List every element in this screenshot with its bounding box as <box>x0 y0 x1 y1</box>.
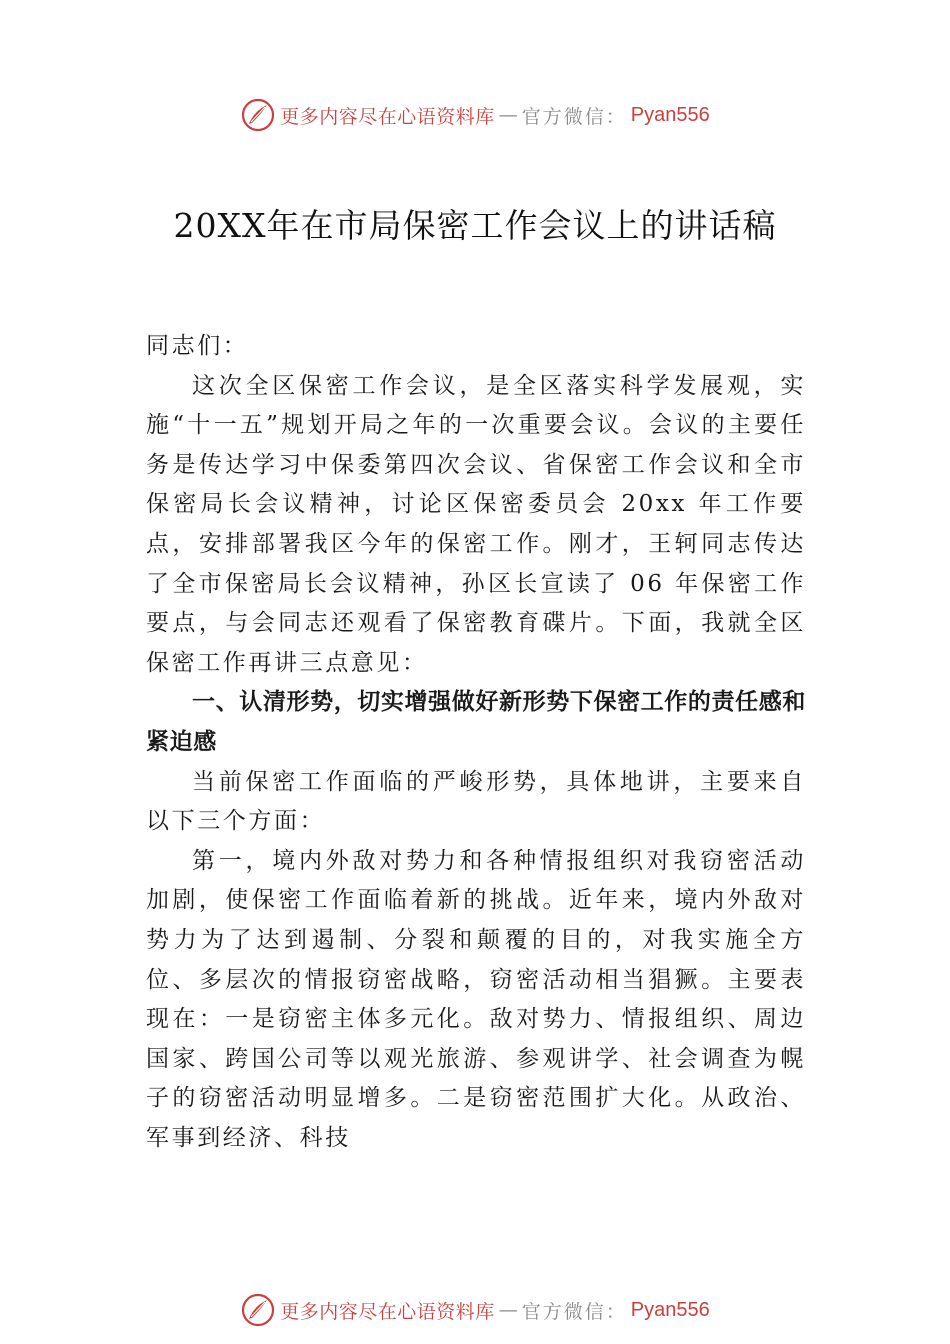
quill-seal-icon <box>240 97 276 133</box>
watermark-wechat-label: 官方微信： <box>521 105 627 128</box>
watermark-wechat-label: 官方微信： <box>521 1300 627 1323</box>
watermark-wechat-id: Pyan556 <box>630 103 710 126</box>
document-body <box>146 327 806 1158</box>
watermark-dash: — <box>498 1299 518 1321</box>
quill-seal-icon <box>240 1292 276 1328</box>
watermark-header <box>0 95 950 135</box>
paragraph-first-point: 第一，境内外敌对势力和各种情报组织对我窃密活动加剧，使保密工作面临着新的挑战。近年来，境内外敌对势力为了达到遏制、分裂和颠覆的目的，对我实施全方位、多层次的情报窃密战略，窃密活动相当猖獗。主要表现在：一是窃密主体多元化。敌对势力、情报组织、周边国家、跨国公司等以观光旅游、参观讲学、社会调查为幌子的窃密活动明显增多。二是窃密范围扩大化。从政治、军事到经济、科技 <box>146 847 806 1151</box>
paragraph-intro: 这次全区保密工作会议，是全区落实科学发展观，实施“十一五”规划开局之年的一次重要会议。会议的主要任务是传达学习中保委第四次会议、省保密工作会议和全市保密局长会议精神，讨论区保密委员会 20xx 年工作要点，安排部署我区今年的保密工作。刚才，王轲同志传达了全市保密局长会议精神，孙区长宣读了 06 年保密工作要点，与会同志还观看了保密教育碟片。下面，我就全区保密工作再讲三点意见： <box>146 372 806 676</box>
document-title: 20XX年在市局保密工作会议上的讲话稿 <box>173 206 777 245</box>
paragraph-situation: 当前保密工作面临的严峻形势，具体地讲，主要来自以下三个方面： <box>146 768 806 835</box>
salutation: 同志们： <box>146 333 249 359</box>
section-heading-1: 一、认清形势，切实增强做好新形势下保密工作的责任感和紧迫感 <box>146 689 806 755</box>
watermark-library-text: 更多内容尽在心语资料库 <box>280 105 495 128</box>
watermark-library-text: 更多内容尽在心语资料库 <box>280 1300 495 1323</box>
watermark-wechat-id: Pyan556 <box>630 1298 710 1321</box>
watermark-dash: — <box>498 104 518 126</box>
watermark-footer <box>0 1290 950 1330</box>
